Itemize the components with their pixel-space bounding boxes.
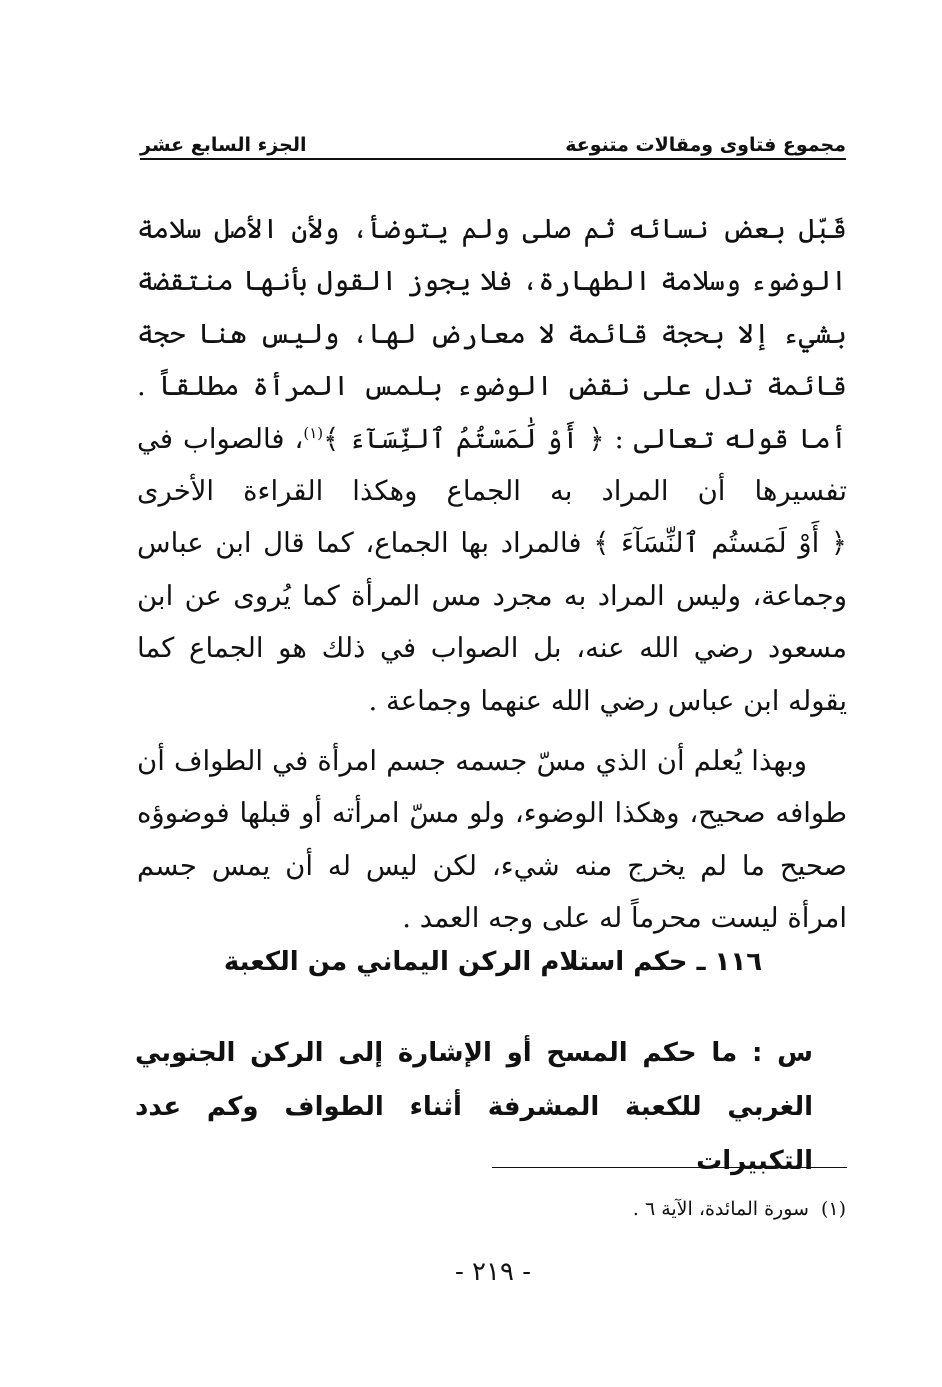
question-text: س : ما حكم المسح أو الإشارة إلى الركن الجنوبي الغربي للكعبة المشرفة أثناء الطواف وكم عدد التكبيرات [135,1038,813,1176]
footnote-text: سورة المائدة، الآية ٦ . [632,1198,809,1220]
running-header [140,122,846,156]
book-title: مجموع فتاوى ومقالات متنوعة [565,134,846,156]
paragraph-1-part-2: ، فالصواب في تفسيرها أن المراد به الجماع وهكذا القراءة الأخرى [137,422,847,508]
page-number: - ٢١٩ - [454,1257,532,1287]
footnote-reference: (١) [303,423,324,442]
footnote [140,1194,846,1224]
paragraph-1 [137,203,847,727]
paragraph-1-part-1: قَبّل بعض نسائه ثم صلى ولم يتوضأ، ولأن الأصل سلامة الوضوء وسلامة الطهارة، فلا يجوز القول بأنها منتقضة بشيء إلا بحجة قائمة لا معارض لها، وليس هنا حجة قائمة تدل على نقض الوضوء بلمس المرأة مطلقاً . أما قوله تعالى : [137,213,848,455]
quran-verse-1: ﴿ أَوْ لَٰمَسْتُمُ ٱلنِّسَآءَ ﴾ [323,422,605,455]
footnote-number: (١) [820,1198,846,1220]
footnote-divider [492,1167,847,1168]
main-text [137,203,847,945]
header-divider [140,158,846,160]
paragraph-2: وبهذا يُعلم أن الذي مسّ جسمه جسم امرأة في الطواف أن طوافه صحيح، وهكذا الوضوء، ولو مسّ امرأته أو قبلها فوضوؤه صحيح ما لم يخرج منه شيء، لكن ليس له أن يمس جسم امرأة ليست محرماً له على وجه العمد . [137,745,847,935]
quran-verse-2: ﴿ أَوْ لَمَستُم ٱلنِّسَآءَ ﴾ [593,527,848,560]
volume-label: الجزء السابع عشر [140,134,307,156]
section-heading: ١١٦ ـ حكم استلام الركن اليماني من الكعبة [223,947,763,977]
paragraph-1-part-3: فالمراد بها الجماع، كما قال ابن عباس وجماعة، وليس المراد به مجرد مس المرأة كما يُروى عن ابن مسعود رضي الله عنه، بل الصواب في ذلك هو الجماع كما يقوله ابن عباس رضي الله عنهما وجماعة . [137,527,847,717]
